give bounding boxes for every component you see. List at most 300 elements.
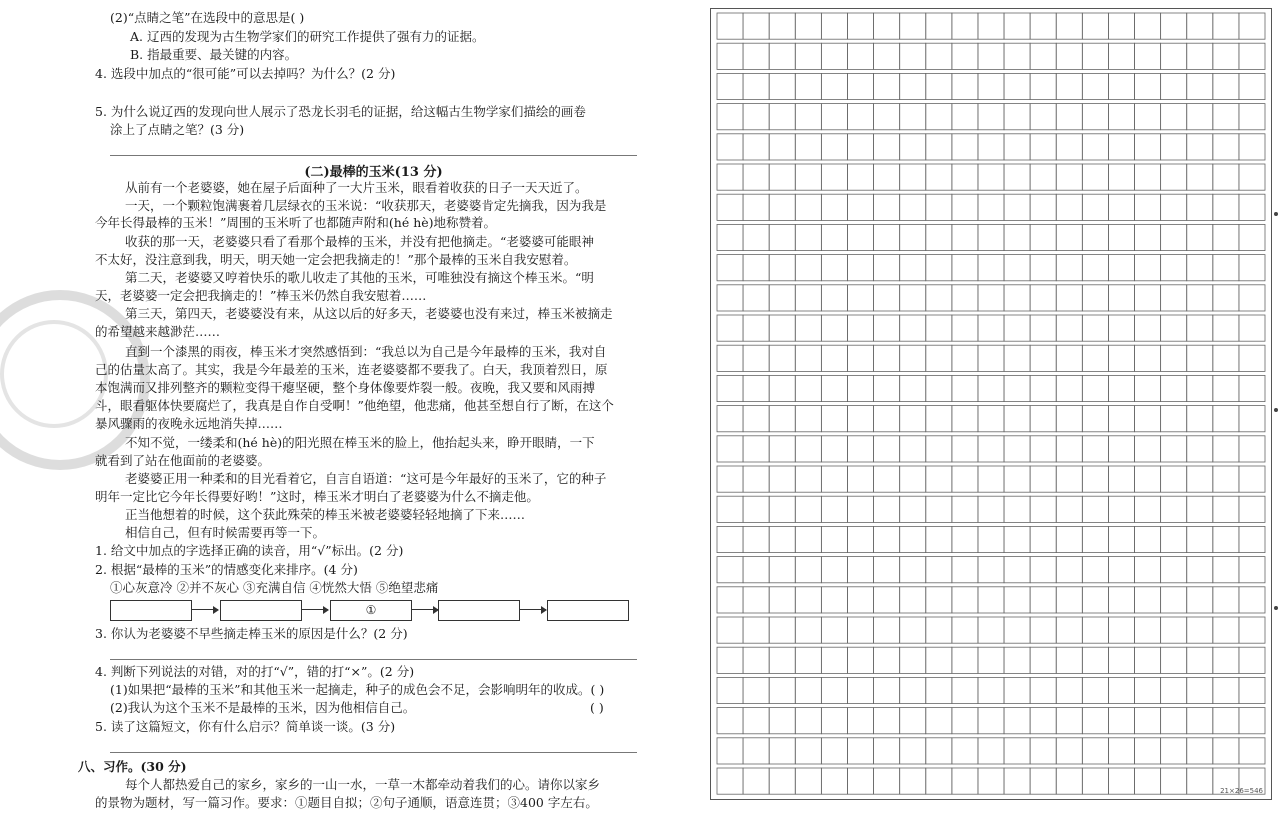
grid-cell[interactable] bbox=[1135, 436, 1161, 462]
grid-cell[interactable] bbox=[1239, 104, 1265, 130]
grid-cell[interactable] bbox=[900, 13, 926, 39]
grid-cell[interactable] bbox=[1213, 315, 1239, 341]
grid-cell[interactable] bbox=[821, 73, 847, 99]
grid-cell[interactable] bbox=[743, 587, 769, 613]
grid-cell[interactable] bbox=[795, 224, 821, 250]
grid-cell[interactable] bbox=[821, 375, 847, 401]
grid-cell[interactable] bbox=[821, 738, 847, 764]
grid-cell[interactable] bbox=[978, 224, 1004, 250]
grid-cell[interactable] bbox=[795, 285, 821, 311]
grid-cell[interactable] bbox=[743, 708, 769, 734]
grid-cell[interactable] bbox=[900, 647, 926, 673]
grid-cell[interactable] bbox=[978, 43, 1004, 69]
grid-cell[interactable] bbox=[952, 557, 978, 583]
grid-cell[interactable] bbox=[926, 647, 952, 673]
grid-cell[interactable] bbox=[1082, 194, 1108, 220]
grid-cell[interactable] bbox=[900, 557, 926, 583]
grid-cell[interactable] bbox=[1135, 13, 1161, 39]
grid-cell[interactable] bbox=[1082, 375, 1108, 401]
grid-cell[interactable] bbox=[743, 164, 769, 190]
grid-cell[interactable] bbox=[769, 375, 795, 401]
grid-cell[interactable] bbox=[769, 134, 795, 160]
grid-cell[interactable] bbox=[1108, 73, 1134, 99]
grid-cell[interactable] bbox=[847, 345, 873, 371]
grid-cell[interactable] bbox=[1213, 708, 1239, 734]
grid-cell[interactable] bbox=[1135, 496, 1161, 522]
grid-cell[interactable] bbox=[847, 134, 873, 160]
grid-cell[interactable] bbox=[900, 617, 926, 643]
grid-cell[interactable] bbox=[717, 43, 743, 69]
grid-cell[interactable] bbox=[847, 255, 873, 281]
grid-cell[interactable] bbox=[1239, 496, 1265, 522]
grid-cell[interactable] bbox=[1239, 224, 1265, 250]
grid-cell[interactable] bbox=[900, 677, 926, 703]
grid-cell[interactable] bbox=[1108, 13, 1134, 39]
grid-cell[interactable] bbox=[1187, 617, 1213, 643]
grid-cell[interactable] bbox=[717, 164, 743, 190]
grid-cell[interactable] bbox=[900, 43, 926, 69]
grid-cell[interactable] bbox=[1239, 436, 1265, 462]
grid-cell[interactable] bbox=[978, 315, 1004, 341]
grid-cell[interactable] bbox=[900, 466, 926, 492]
grid-cell[interactable] bbox=[795, 557, 821, 583]
grid-cell[interactable] bbox=[1056, 43, 1082, 69]
grid-cell[interactable] bbox=[795, 738, 821, 764]
grid-cell[interactable] bbox=[1213, 587, 1239, 613]
grid-cell[interactable] bbox=[1161, 13, 1187, 39]
grid-cell[interactable] bbox=[978, 134, 1004, 160]
grid-cell[interactable] bbox=[1056, 738, 1082, 764]
grid-cell[interactable] bbox=[900, 406, 926, 432]
grid-cell[interactable] bbox=[1213, 466, 1239, 492]
grid-cell[interactable] bbox=[874, 496, 900, 522]
grid-cell[interactable] bbox=[1161, 285, 1187, 311]
grid-cell[interactable] bbox=[978, 677, 1004, 703]
grid-cell[interactable] bbox=[769, 104, 795, 130]
grid-cell[interactable] bbox=[1239, 617, 1265, 643]
grid-cell[interactable] bbox=[952, 677, 978, 703]
grid-cell[interactable] bbox=[743, 285, 769, 311]
grid-cell[interactable] bbox=[1082, 708, 1108, 734]
grid-cell[interactable] bbox=[1030, 104, 1056, 130]
grid-cell[interactable] bbox=[926, 73, 952, 99]
grid-cell[interactable] bbox=[847, 647, 873, 673]
grid-cell[interactable] bbox=[1213, 647, 1239, 673]
grid-cell[interactable] bbox=[847, 526, 873, 552]
grid-cell[interactable] bbox=[1239, 526, 1265, 552]
grid-cell[interactable] bbox=[1030, 285, 1056, 311]
grid-cell[interactable] bbox=[1161, 587, 1187, 613]
grid-cell[interactable] bbox=[1082, 557, 1108, 583]
grid-cell[interactable] bbox=[952, 13, 978, 39]
grid-cell[interactable] bbox=[1135, 315, 1161, 341]
grid-cell[interactable] bbox=[1004, 647, 1030, 673]
grid-cell[interactable] bbox=[1004, 436, 1030, 462]
grid-cell[interactable] bbox=[1161, 375, 1187, 401]
grid-cell[interactable] bbox=[795, 526, 821, 552]
grid-cell[interactable] bbox=[1108, 43, 1134, 69]
grid-cell[interactable] bbox=[1161, 134, 1187, 160]
grid-cell[interactable] bbox=[1135, 73, 1161, 99]
grid-cell[interactable] bbox=[1004, 466, 1030, 492]
grid-cell[interactable] bbox=[874, 708, 900, 734]
sequence-box[interactable] bbox=[220, 600, 302, 621]
grid-cell[interactable] bbox=[821, 708, 847, 734]
grid-cell[interactable] bbox=[1213, 617, 1239, 643]
grid-cell[interactable] bbox=[1108, 345, 1134, 371]
grid-cell[interactable] bbox=[1082, 466, 1108, 492]
grid-cell[interactable] bbox=[717, 406, 743, 432]
grid-cell[interactable] bbox=[1056, 73, 1082, 99]
grid-cell[interactable] bbox=[1082, 134, 1108, 160]
grid-cell[interactable] bbox=[926, 708, 952, 734]
grid-cell[interactable] bbox=[952, 617, 978, 643]
grid-cell[interactable] bbox=[1004, 134, 1030, 160]
grid-cell[interactable] bbox=[1108, 315, 1134, 341]
grid-cell[interactable] bbox=[952, 255, 978, 281]
grid-cell[interactable] bbox=[1108, 617, 1134, 643]
grid-cell[interactable] bbox=[900, 496, 926, 522]
grid-cell[interactable] bbox=[874, 557, 900, 583]
grid-cell[interactable] bbox=[1161, 647, 1187, 673]
grid-cell[interactable] bbox=[926, 677, 952, 703]
grid-cell[interactable] bbox=[1187, 285, 1213, 311]
grid-cell[interactable] bbox=[717, 436, 743, 462]
grid-cell[interactable] bbox=[1056, 406, 1082, 432]
grid-cell[interactable] bbox=[1135, 194, 1161, 220]
grid-cell[interactable] bbox=[1213, 526, 1239, 552]
grid-cell[interactable] bbox=[978, 375, 1004, 401]
grid-cell[interactable] bbox=[769, 436, 795, 462]
grid-cell[interactable] bbox=[1187, 73, 1213, 99]
grid-cell[interactable] bbox=[874, 224, 900, 250]
grid-cell[interactable] bbox=[821, 224, 847, 250]
grid-cell[interactable] bbox=[874, 738, 900, 764]
grid-cell[interactable] bbox=[874, 285, 900, 311]
grid-cell[interactable] bbox=[874, 526, 900, 552]
grid-cell[interactable] bbox=[743, 496, 769, 522]
grid-cell[interactable] bbox=[1187, 557, 1213, 583]
grid-cell[interactable] bbox=[1213, 677, 1239, 703]
grid-cell[interactable] bbox=[821, 345, 847, 371]
grid-cell[interactable] bbox=[743, 43, 769, 69]
grid-cell[interactable] bbox=[847, 496, 873, 522]
grid-cell[interactable] bbox=[743, 436, 769, 462]
grid-cell[interactable] bbox=[874, 466, 900, 492]
grid-cell[interactable] bbox=[717, 134, 743, 160]
grid-cell[interactable] bbox=[1239, 255, 1265, 281]
grid-cell[interactable] bbox=[900, 104, 926, 130]
grid-cell[interactable] bbox=[900, 224, 926, 250]
grid-cell[interactable] bbox=[847, 194, 873, 220]
grid-cell[interactable] bbox=[717, 13, 743, 39]
grid-cell[interactable] bbox=[1108, 194, 1134, 220]
grid-cell[interactable] bbox=[717, 617, 743, 643]
grid-cell[interactable] bbox=[926, 285, 952, 311]
grid-cell[interactable] bbox=[926, 345, 952, 371]
grid-cell[interactable] bbox=[743, 345, 769, 371]
grid-cell[interactable] bbox=[1213, 255, 1239, 281]
grid-cell[interactable] bbox=[1030, 496, 1056, 522]
grid-cell[interactable] bbox=[1056, 134, 1082, 160]
grid-cell[interactable] bbox=[795, 43, 821, 69]
grid-cell[interactable] bbox=[1004, 526, 1030, 552]
grid-cell[interactable] bbox=[821, 557, 847, 583]
grid-cell[interactable] bbox=[847, 315, 873, 341]
grid-cell[interactable] bbox=[795, 708, 821, 734]
grid-cell[interactable] bbox=[769, 496, 795, 522]
grid-cell[interactable] bbox=[1213, 164, 1239, 190]
grid-cell[interactable] bbox=[1030, 587, 1056, 613]
grid-cell[interactable] bbox=[1239, 285, 1265, 311]
grid-cell[interactable] bbox=[795, 13, 821, 39]
grid-cell[interactable] bbox=[847, 43, 873, 69]
grid-cell[interactable] bbox=[717, 104, 743, 130]
grid-cell[interactable] bbox=[1108, 255, 1134, 281]
grid-cell[interactable] bbox=[1004, 708, 1030, 734]
grid-cell[interactable] bbox=[847, 708, 873, 734]
grid-cell[interactable] bbox=[1213, 345, 1239, 371]
grid-cell[interactable] bbox=[847, 557, 873, 583]
grid-cell[interactable] bbox=[978, 104, 1004, 130]
grid-cell[interactable] bbox=[1056, 647, 1082, 673]
grid-cell[interactable] bbox=[795, 587, 821, 613]
grid-cell[interactable] bbox=[1213, 13, 1239, 39]
grid-cell[interactable] bbox=[1056, 285, 1082, 311]
grid-cell[interactable] bbox=[874, 13, 900, 39]
grid-cell[interactable] bbox=[1108, 224, 1134, 250]
grid-cell[interactable] bbox=[1056, 13, 1082, 39]
grid-cell[interactable] bbox=[874, 73, 900, 99]
grid-cell[interactable] bbox=[769, 406, 795, 432]
grid-cell[interactable] bbox=[717, 708, 743, 734]
grid-cell[interactable] bbox=[1213, 375, 1239, 401]
grid-cell[interactable] bbox=[978, 768, 1004, 794]
grid-cell[interactable] bbox=[1004, 375, 1030, 401]
grid-cell[interactable] bbox=[1030, 315, 1056, 341]
grid-cell[interactable] bbox=[1135, 164, 1161, 190]
grid-cell[interactable] bbox=[1187, 134, 1213, 160]
grid-cell[interactable] bbox=[926, 406, 952, 432]
grid-cell[interactable] bbox=[952, 345, 978, 371]
grid-cell[interactable] bbox=[1187, 587, 1213, 613]
grid-cell[interactable] bbox=[1082, 526, 1108, 552]
grid-cell[interactable] bbox=[926, 315, 952, 341]
grid-cell[interactable] bbox=[1056, 587, 1082, 613]
grid-cell[interactable] bbox=[769, 13, 795, 39]
grid-cell[interactable] bbox=[926, 13, 952, 39]
grid-cell[interactable] bbox=[1108, 557, 1134, 583]
grid-cell[interactable] bbox=[1135, 406, 1161, 432]
grid-cell[interactable] bbox=[900, 768, 926, 794]
grid-cell[interactable] bbox=[1161, 526, 1187, 552]
grid-cell[interactable] bbox=[1030, 768, 1056, 794]
grid-cell[interactable] bbox=[1004, 345, 1030, 371]
grid-cell[interactable] bbox=[769, 587, 795, 613]
grid-cell[interactable] bbox=[1056, 375, 1082, 401]
grid-cell[interactable] bbox=[743, 73, 769, 99]
grid-cell[interactable] bbox=[952, 587, 978, 613]
grid-cell[interactable] bbox=[952, 647, 978, 673]
grid-cell[interactable] bbox=[874, 436, 900, 462]
grid-cell[interactable] bbox=[1161, 315, 1187, 341]
grid-cell[interactable] bbox=[1135, 466, 1161, 492]
sequence-box[interactable] bbox=[438, 600, 520, 621]
grid-cell[interactable] bbox=[795, 496, 821, 522]
grid-cell[interactable] bbox=[1082, 315, 1108, 341]
grid-cell[interactable] bbox=[1004, 73, 1030, 99]
grid-cell[interactable] bbox=[1082, 73, 1108, 99]
grid-cell[interactable] bbox=[874, 587, 900, 613]
grid-cell[interactable] bbox=[900, 738, 926, 764]
grid-cell[interactable] bbox=[1030, 345, 1056, 371]
grid-cell[interactable] bbox=[1004, 224, 1030, 250]
grid-cell[interactable] bbox=[1239, 587, 1265, 613]
grid-cell[interactable] bbox=[1187, 224, 1213, 250]
grid-cell[interactable] bbox=[926, 43, 952, 69]
grid-cell[interactable] bbox=[1161, 194, 1187, 220]
grid-cell[interactable] bbox=[1213, 738, 1239, 764]
grid-cell[interactable] bbox=[952, 285, 978, 311]
grid-cell[interactable] bbox=[1161, 345, 1187, 371]
grid-cell[interactable] bbox=[1030, 43, 1056, 69]
grid-cell[interactable] bbox=[769, 43, 795, 69]
grid-cell[interactable] bbox=[978, 436, 1004, 462]
grid-cell[interactable] bbox=[952, 768, 978, 794]
grid-cell[interactable] bbox=[717, 496, 743, 522]
grid-cell[interactable] bbox=[874, 345, 900, 371]
grid-cell[interactable] bbox=[874, 134, 900, 160]
grid-cell[interactable] bbox=[1108, 466, 1134, 492]
grid-cell[interactable] bbox=[821, 647, 847, 673]
grid-cell[interactable] bbox=[821, 194, 847, 220]
grid-cell[interactable] bbox=[1161, 436, 1187, 462]
grid-cell[interactable] bbox=[978, 73, 1004, 99]
grid-cell[interactable] bbox=[795, 73, 821, 99]
grid-cell[interactable] bbox=[1056, 557, 1082, 583]
grid-cell[interactable] bbox=[821, 466, 847, 492]
grid-cell[interactable] bbox=[1056, 194, 1082, 220]
grid-cell[interactable] bbox=[1239, 315, 1265, 341]
grid-cell[interactable] bbox=[769, 526, 795, 552]
grid-cell[interactable] bbox=[1004, 315, 1030, 341]
grid-cell[interactable] bbox=[900, 436, 926, 462]
grid-cell[interactable] bbox=[847, 436, 873, 462]
grid-cell[interactable] bbox=[769, 224, 795, 250]
grid-cell[interactable] bbox=[978, 406, 1004, 432]
grid-cell[interactable] bbox=[717, 768, 743, 794]
grid-cell[interactable] bbox=[978, 13, 1004, 39]
grid-cell[interactable] bbox=[1187, 164, 1213, 190]
grid-cell[interactable] bbox=[978, 557, 1004, 583]
grid-cell[interactable] bbox=[821, 496, 847, 522]
grid-cell[interactable] bbox=[769, 677, 795, 703]
grid-cell[interactable] bbox=[821, 406, 847, 432]
grid-cell[interactable] bbox=[795, 466, 821, 492]
grid-cell[interactable] bbox=[1213, 104, 1239, 130]
grid-cell[interactable] bbox=[821, 134, 847, 160]
grid-cell[interactable] bbox=[743, 375, 769, 401]
grid-cell[interactable] bbox=[926, 194, 952, 220]
grid-cell[interactable] bbox=[952, 708, 978, 734]
grid-cell[interactable] bbox=[1108, 496, 1134, 522]
grid-cell[interactable] bbox=[1239, 134, 1265, 160]
grid-cell[interactable] bbox=[1161, 255, 1187, 281]
grid-cell[interactable] bbox=[847, 768, 873, 794]
grid-cell[interactable] bbox=[1239, 164, 1265, 190]
grid-cell[interactable] bbox=[1161, 677, 1187, 703]
grid-cell[interactable] bbox=[952, 436, 978, 462]
grid-cell[interactable] bbox=[769, 315, 795, 341]
grid-cell[interactable] bbox=[847, 587, 873, 613]
sequence-box[interactable] bbox=[110, 600, 192, 621]
grid-cell[interactable] bbox=[1030, 557, 1056, 583]
grid-cell[interactable] bbox=[1030, 708, 1056, 734]
grid-cell[interactable] bbox=[874, 315, 900, 341]
grid-cell[interactable] bbox=[717, 73, 743, 99]
grid-cell[interactable] bbox=[1056, 224, 1082, 250]
grid-cell[interactable] bbox=[795, 134, 821, 160]
grid-cell[interactable] bbox=[1161, 73, 1187, 99]
grid-cell[interactable] bbox=[1239, 466, 1265, 492]
grid-cell[interactable] bbox=[743, 768, 769, 794]
grid-cell[interactable] bbox=[1056, 104, 1082, 130]
grid-cell[interactable] bbox=[1239, 557, 1265, 583]
grid-cell[interactable] bbox=[847, 164, 873, 190]
grid-cell[interactable] bbox=[743, 224, 769, 250]
grid-cell[interactable] bbox=[821, 436, 847, 462]
grid-cell[interactable] bbox=[795, 255, 821, 281]
grid-cell[interactable] bbox=[1108, 647, 1134, 673]
grid-cell[interactable] bbox=[926, 164, 952, 190]
grid-cell[interactable] bbox=[874, 43, 900, 69]
grid-cell[interactable] bbox=[978, 496, 1004, 522]
grid-cell[interactable] bbox=[926, 496, 952, 522]
grid-cell[interactable] bbox=[743, 134, 769, 160]
writing-grid[interactable] bbox=[710, 8, 1272, 800]
grid-cell[interactable] bbox=[1161, 708, 1187, 734]
grid-cell[interactable] bbox=[1030, 255, 1056, 281]
grid-cell[interactable] bbox=[1135, 708, 1161, 734]
grid-cell[interactable] bbox=[952, 738, 978, 764]
grid-cell[interactable] bbox=[1030, 194, 1056, 220]
grid-cell[interactable] bbox=[1135, 104, 1161, 130]
grid-cell[interactable] bbox=[978, 466, 1004, 492]
grid-cell[interactable] bbox=[1135, 738, 1161, 764]
grid-cell[interactable] bbox=[900, 73, 926, 99]
grid-cell[interactable] bbox=[900, 164, 926, 190]
grid-cell[interactable] bbox=[1004, 738, 1030, 764]
grid-cell[interactable] bbox=[717, 375, 743, 401]
grid-cell[interactable] bbox=[717, 345, 743, 371]
grid-cell[interactable] bbox=[1082, 677, 1108, 703]
grid-cell[interactable] bbox=[1108, 285, 1134, 311]
grid-cell[interactable] bbox=[795, 617, 821, 643]
grid-cell[interactable] bbox=[926, 738, 952, 764]
grid-cell[interactable] bbox=[1108, 104, 1134, 130]
grid-cell[interactable] bbox=[1030, 677, 1056, 703]
grid-cell[interactable] bbox=[1108, 164, 1134, 190]
grid-cell[interactable] bbox=[1135, 255, 1161, 281]
grid-cell[interactable] bbox=[821, 677, 847, 703]
grid-cell[interactable] bbox=[1161, 43, 1187, 69]
grid-cell[interactable] bbox=[978, 617, 1004, 643]
grid-cell[interactable] bbox=[1161, 164, 1187, 190]
grid-cell[interactable] bbox=[1082, 738, 1108, 764]
grid-cell[interactable] bbox=[769, 557, 795, 583]
grid-cell[interactable] bbox=[1004, 104, 1030, 130]
grid-cell[interactable] bbox=[1082, 496, 1108, 522]
